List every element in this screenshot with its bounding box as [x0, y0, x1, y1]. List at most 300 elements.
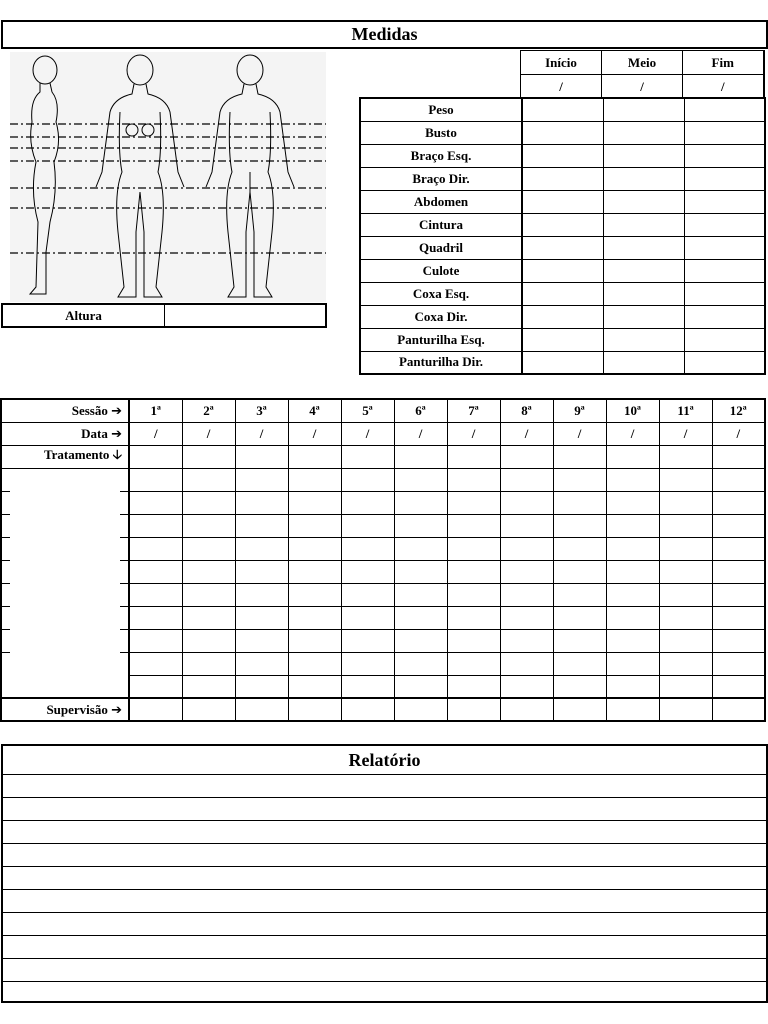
row-tick — [120, 629, 128, 630]
measure-cell[interactable] — [603, 98, 684, 121]
treatment-cell[interactable] — [500, 560, 553, 583]
treatment-cell[interactable] — [606, 537, 659, 560]
treatment-cell[interactable] — [553, 560, 606, 583]
sessao-number: 7ª — [447, 399, 500, 422]
treatment-cell[interactable] — [447, 514, 500, 537]
session-date-cell[interactable]: / — [712, 422, 765, 445]
treatment-cell[interactable] — [712, 491, 765, 514]
supervision-cell[interactable] — [394, 698, 447, 721]
measure-row — [360, 190, 765, 213]
measure-row — [360, 213, 765, 236]
treatment-cell[interactable] — [606, 629, 659, 652]
altura-label: Altura — [3, 305, 165, 326]
treatment-cell[interactable] — [394, 606, 447, 629]
treatment-cell[interactable] — [129, 514, 182, 537]
session-date-cell[interactable]: / — [500, 422, 553, 445]
measure-row — [360, 328, 765, 351]
treatment-cell[interactable] — [394, 491, 447, 514]
row-tick — [2, 491, 10, 492]
treatment-cell[interactable] — [235, 606, 288, 629]
measure-cell[interactable] — [522, 121, 603, 144]
treatment-cell[interactable] — [288, 514, 341, 537]
measure-cell[interactable] — [684, 121, 765, 144]
body-measurement-figure — [10, 52, 326, 302]
sessao-number: 8ª — [500, 399, 553, 422]
measure-row — [360, 98, 765, 121]
measure-label: Braço Dir. — [360, 167, 522, 190]
treatment-cell[interactable] — [341, 514, 394, 537]
session-date-cell[interactable]: / — [129, 422, 182, 445]
supervision-cell[interactable] — [606, 698, 659, 721]
sessao-number: 11ª — [659, 399, 712, 422]
relatorio-section — [1, 744, 768, 1003]
treatment-cell[interactable] — [712, 629, 765, 652]
treatment-cell[interactable] — [712, 537, 765, 560]
sessao-number: 12ª — [712, 399, 765, 422]
treatment-cell[interactable] — [129, 675, 182, 698]
session-date-cell[interactable]: / — [659, 422, 712, 445]
treatment-cell[interactable] — [129, 468, 182, 491]
supervision-cell[interactable] — [235, 698, 288, 721]
treatment-cell[interactable] — [288, 652, 341, 675]
treatment-cell[interactable] — [553, 445, 606, 468]
measure-row — [360, 121, 765, 144]
measure-row — [360, 351, 765, 374]
treatment-cell[interactable] — [447, 675, 500, 698]
measure-label: Cintura — [360, 213, 522, 236]
treatment-cell[interactable] — [235, 491, 288, 514]
treatment-cell[interactable] — [553, 491, 606, 514]
treatment-cell[interactable] — [341, 560, 394, 583]
treatment-row — [1, 537, 765, 560]
treatment-cell[interactable] — [182, 514, 235, 537]
treatment-cell[interactable] — [500, 468, 553, 491]
treatment-cell[interactable] — [712, 468, 765, 491]
measure-cell[interactable] — [684, 213, 765, 236]
treatment-cell[interactable] — [341, 675, 394, 698]
treatment-cell[interactable] — [712, 606, 765, 629]
measure-label: Braço Esq. — [360, 144, 522, 167]
treatment-cell[interactable] — [712, 560, 765, 583]
treatment-row — [1, 514, 765, 537]
sessao-number: 6ª — [394, 399, 447, 422]
treatment-cell[interactable] — [235, 468, 288, 491]
treatment-cell[interactable] — [394, 583, 447, 606]
supervision-cell[interactable] — [659, 698, 712, 721]
treatment-cell[interactable] — [659, 468, 712, 491]
row-tick — [2, 629, 10, 630]
treatment-name-cell[interactable] — [1, 606, 129, 629]
measure-label: Busto — [360, 121, 522, 144]
data-label-text: Data — [81, 425, 108, 441]
row-tick — [2, 537, 10, 538]
supervision-cell[interactable] — [500, 698, 553, 721]
treatment-cell[interactable] — [606, 583, 659, 606]
tratamento-row — [1, 445, 765, 468]
measure-cell[interactable] — [522, 144, 603, 167]
treatment-cell[interactable] — [553, 629, 606, 652]
measure-cell[interactable] — [684, 167, 765, 190]
treatment-cell[interactable] — [659, 675, 712, 698]
treatment-cell[interactable] — [182, 629, 235, 652]
treatment-cell[interactable] — [394, 445, 447, 468]
treatment-cell[interactable] — [182, 583, 235, 606]
report-line[interactable] — [3, 798, 766, 821]
treatment-cell[interactable] — [394, 537, 447, 560]
row-tick — [120, 537, 128, 538]
treatment-cell[interactable] — [659, 445, 712, 468]
treatment-cell[interactable] — [659, 560, 712, 583]
measure-label: Abdomen — [360, 190, 522, 213]
treatment-cell[interactable] — [500, 583, 553, 606]
treatment-row — [1, 491, 765, 514]
supervisao-row — [1, 698, 765, 721]
treatment-cell[interactable] — [235, 629, 288, 652]
session-date-cell[interactable]: / — [553, 422, 606, 445]
sessao-label-text: Sessão — [71, 402, 108, 418]
row-tick — [2, 583, 10, 584]
supervision-cell[interactable] — [712, 698, 765, 721]
header-inicio: Início — [521, 51, 602, 75]
supervision-cell[interactable] — [129, 698, 182, 721]
measure-cell[interactable] — [522, 167, 603, 190]
header-meio: Meio — [602, 51, 683, 75]
treatment-cell[interactable] — [288, 606, 341, 629]
treatment-row — [1, 652, 765, 675]
treatment-cell[interactable] — [553, 606, 606, 629]
measure-label: Panturilha Esq. — [360, 328, 522, 351]
treatment-cell[interactable] — [288, 468, 341, 491]
date-inicio[interactable]: / — [521, 75, 602, 99]
treatment-cell[interactable] — [182, 606, 235, 629]
treatment-cell[interactable] — [288, 445, 341, 468]
treatment-cell[interactable] — [182, 652, 235, 675]
report-line[interactable] — [3, 959, 766, 982]
treatment-cell[interactable] — [447, 491, 500, 514]
treatment-cell[interactable] — [712, 514, 765, 537]
treatment-cell[interactable] — [659, 514, 712, 537]
supervisao-label — [1, 698, 129, 721]
measure-cell[interactable] — [603, 328, 684, 351]
treatment-cell[interactable] — [288, 491, 341, 514]
measures-table — [359, 97, 766, 375]
measure-row — [360, 144, 765, 167]
measure-cell[interactable] — [684, 282, 765, 305]
measure-cell[interactable] — [603, 213, 684, 236]
measure-label: Peso — [360, 98, 522, 121]
treatment-cell[interactable] — [606, 445, 659, 468]
session-date-cell[interactable]: / — [447, 422, 500, 445]
treatment-cell[interactable] — [288, 537, 341, 560]
treatment-cell[interactable] — [129, 629, 182, 652]
treatment-cell[interactable] — [606, 606, 659, 629]
arrow-down-icon: 🡣 — [112, 447, 122, 463]
data-row — [1, 422, 765, 445]
session-date-cell[interactable]: / — [394, 422, 447, 445]
treatment-cell[interactable] — [129, 445, 182, 468]
treatment-cell[interactable] — [659, 537, 712, 560]
measure-cell[interactable] — [522, 328, 603, 351]
measure-cell[interactable] — [522, 282, 603, 305]
treatment-cell[interactable] — [394, 652, 447, 675]
row-tick — [120, 606, 128, 607]
row-tick — [2, 652, 10, 653]
header-fim: Fim — [683, 51, 764, 75]
session-date-cell[interactable]: / — [341, 422, 394, 445]
treatment-cell[interactable] — [606, 468, 659, 491]
treatment-row — [1, 675, 765, 698]
sessao-number: 9ª — [553, 399, 606, 422]
session-date-cell[interactable]: / — [288, 422, 341, 445]
measure-cell[interactable] — [603, 190, 684, 213]
treatment-cell[interactable] — [500, 652, 553, 675]
measure-cell[interactable] — [522, 190, 603, 213]
session-date-cell[interactable]: / — [606, 422, 659, 445]
measure-cell[interactable] — [603, 305, 684, 328]
sessao-number: 10ª — [606, 399, 659, 422]
treatment-cell[interactable] — [447, 652, 500, 675]
report-line[interactable] — [3, 821, 766, 844]
report-line[interactable] — [3, 867, 766, 890]
row-tick — [2, 606, 10, 607]
sessao-label — [1, 399, 129, 422]
measure-cell[interactable] — [522, 98, 603, 121]
treatment-cell[interactable] — [659, 629, 712, 652]
data-label — [1, 422, 129, 445]
treatment-cell[interactable] — [606, 514, 659, 537]
treatment-cell[interactable] — [447, 445, 500, 468]
measure-label: Quadril — [360, 236, 522, 259]
treatment-cell[interactable] — [394, 514, 447, 537]
treatment-cell[interactable] — [341, 583, 394, 606]
treatment-name-cell[interactable] — [1, 560, 129, 583]
treatment-cell[interactable] — [712, 445, 765, 468]
treatment-cell[interactable] — [182, 675, 235, 698]
date-fim[interactable]: / — [683, 75, 764, 99]
measure-row — [360, 259, 765, 282]
measure-label: Coxa Esq. — [360, 282, 522, 305]
treatment-row — [1, 560, 765, 583]
treatment-name-cell[interactable] — [1, 514, 129, 537]
treatment-cell[interactable] — [182, 468, 235, 491]
treatment-cell[interactable] — [129, 652, 182, 675]
treatment-cell[interactable] — [447, 537, 500, 560]
sessao-number: 1ª — [129, 399, 182, 422]
treatment-cell[interactable] — [500, 514, 553, 537]
treatment-name-cell[interactable] — [1, 583, 129, 606]
measure-row — [360, 167, 765, 190]
treatment-cell[interactable] — [235, 583, 288, 606]
report-line[interactable] — [3, 775, 766, 798]
treatment-cell[interactable] — [235, 445, 288, 468]
treatment-cell[interactable] — [394, 468, 447, 491]
measure-cell[interactable] — [603, 236, 684, 259]
treatment-cell[interactable] — [447, 468, 500, 491]
session-date-cell[interactable]: / — [182, 422, 235, 445]
treatment-name-cell[interactable] — [1, 491, 129, 514]
treatment-cell[interactable] — [182, 537, 235, 560]
treatment-cell[interactable] — [606, 491, 659, 514]
supervision-cell[interactable] — [182, 698, 235, 721]
treatment-cell[interactable] — [659, 491, 712, 514]
treatment-cell[interactable] — [553, 514, 606, 537]
sessao-row — [1, 399, 765, 422]
treatment-cell[interactable] — [500, 491, 553, 514]
treatment-cell[interactable] — [447, 629, 500, 652]
treatment-cell[interactable] — [341, 468, 394, 491]
treatment-cell[interactable] — [129, 560, 182, 583]
measure-cell[interactable] — [684, 144, 765, 167]
treatment-cell[interactable] — [341, 445, 394, 468]
treatment-cell[interactable] — [288, 675, 341, 698]
treatment-cell[interactable] — [553, 675, 606, 698]
measure-label: Panturilha Dir. — [360, 351, 522, 374]
measure-cell[interactable] — [684, 351, 765, 374]
treatment-cell[interactable] — [129, 537, 182, 560]
measure-cell[interactable] — [684, 98, 765, 121]
row-tick — [120, 560, 128, 561]
treatment-row — [1, 629, 765, 652]
treatment-cell[interactable] — [712, 652, 765, 675]
treatment-row — [1, 606, 765, 629]
measure-row — [360, 305, 765, 328]
measure-cell[interactable] — [684, 328, 765, 351]
treatment-name-cell[interactable] — [1, 675, 129, 698]
treatment-cell[interactable] — [500, 606, 553, 629]
treatment-cell[interactable] — [659, 606, 712, 629]
measure-cell[interactable] — [522, 236, 603, 259]
sessao-number: 5ª — [341, 399, 394, 422]
arrow-right-icon: ➔ — [111, 403, 122, 419]
report-line[interactable] — [3, 844, 766, 867]
row-tick — [120, 583, 128, 584]
treatment-cell[interactable] — [500, 537, 553, 560]
treatment-cell[interactable] — [659, 583, 712, 606]
report-line[interactable] — [3, 936, 766, 959]
treatment-cell[interactable] — [288, 560, 341, 583]
treatment-row — [1, 468, 765, 491]
date-meio[interactable]: / — [602, 75, 683, 99]
measure-cell[interactable] — [684, 236, 765, 259]
treatment-cell[interactable] — [182, 491, 235, 514]
treatment-cell[interactable] — [235, 652, 288, 675]
treatment-cell[interactable] — [553, 537, 606, 560]
treatment-name-cell[interactable] — [1, 652, 129, 675]
treatment-cell[interactable] — [341, 629, 394, 652]
treatment-cell[interactable] — [447, 606, 500, 629]
female-body-outline-icon — [10, 52, 326, 302]
measure-cell[interactable] — [603, 121, 684, 144]
measure-cell[interactable] — [522, 259, 603, 282]
treatment-cell[interactable] — [606, 560, 659, 583]
measure-cell[interactable] — [684, 305, 765, 328]
tratamento-label-text: Tratamento — [43, 446, 110, 462]
altura-field — [1, 303, 327, 328]
altura-value[interactable] — [165, 305, 325, 326]
treatment-cell[interactable] — [606, 652, 659, 675]
treatment-cell[interactable] — [341, 606, 394, 629]
arrow-right-icon: ➔ — [111, 702, 122, 718]
treatment-cell[interactable] — [288, 583, 341, 606]
report-line[interactable] — [3, 913, 766, 936]
treatment-name-cell[interactable] — [1, 537, 129, 560]
session-date-cell[interactable]: / — [235, 422, 288, 445]
treatment-cell[interactable] — [447, 560, 500, 583]
supervision-cell[interactable] — [288, 698, 341, 721]
treatment-cell[interactable] — [182, 445, 235, 468]
measure-row — [360, 282, 765, 305]
treatment-cell[interactable] — [129, 491, 182, 514]
treatment-cell[interactable] — [235, 537, 288, 560]
supervision-cell[interactable] — [341, 698, 394, 721]
row-tick — [2, 560, 10, 561]
supervision-cell[interactable] — [447, 698, 500, 721]
treatment-cell[interactable] — [341, 537, 394, 560]
treatment-cell[interactable] — [235, 675, 288, 698]
sessao-number: 3ª — [235, 399, 288, 422]
treatment-cell[interactable] — [235, 560, 288, 583]
treatment-cell[interactable] — [394, 629, 447, 652]
treatment-cell[interactable] — [394, 675, 447, 698]
treatment-cell[interactable] — [553, 468, 606, 491]
measure-cell[interactable] — [603, 167, 684, 190]
measure-cell[interactable] — [522, 305, 603, 328]
treatment-row — [1, 583, 765, 606]
sessao-number: 4ª — [288, 399, 341, 422]
treatment-cell[interactable] — [341, 491, 394, 514]
measures-header-table — [520, 50, 765, 99]
arrow-right-icon: ➔ — [111, 426, 122, 442]
row-tick — [120, 514, 128, 515]
treatment-cell[interactable] — [553, 583, 606, 606]
treatment-cell[interactable] — [712, 675, 765, 698]
measure-cell[interactable] — [603, 144, 684, 167]
measure-cell[interactable] — [522, 351, 603, 374]
treatment-cell[interactable] — [288, 629, 341, 652]
measure-label: Coxa Dir. — [360, 305, 522, 328]
measure-cell[interactable] — [522, 213, 603, 236]
treatment-cell[interactable] — [659, 652, 712, 675]
treatment-cell[interactable] — [500, 675, 553, 698]
treatment-cell[interactable] — [129, 606, 182, 629]
treatment-cell[interactable] — [341, 652, 394, 675]
measure-cell[interactable] — [603, 351, 684, 374]
report-line[interactable] — [3, 890, 766, 913]
treatment-cell[interactable] — [500, 629, 553, 652]
treatment-cell[interactable] — [447, 583, 500, 606]
measure-cell[interactable] — [684, 190, 765, 213]
treatment-cell[interactable] — [606, 675, 659, 698]
treatment-name-cell[interactable] — [1, 468, 129, 491]
medidas-title: Medidas — [1, 20, 768, 49]
treatment-cell[interactable] — [553, 652, 606, 675]
tratamento-label — [1, 445, 129, 468]
treatment-cell[interactable] — [394, 560, 447, 583]
measure-cell[interactable] — [603, 282, 684, 305]
measure-cell[interactable] — [684, 259, 765, 282]
report-line[interactable] — [3, 982, 766, 1005]
treatment-cell[interactable] — [182, 560, 235, 583]
treatment-cell[interactable] — [500, 445, 553, 468]
relatorio-title: Relatório — [3, 746, 766, 775]
measure-cell[interactable] — [603, 259, 684, 282]
treatment-cell[interactable] — [129, 583, 182, 606]
supervision-cell[interactable] — [553, 698, 606, 721]
row-tick — [120, 652, 128, 653]
treatment-cell[interactable] — [712, 583, 765, 606]
treatment-name-cell[interactable] — [1, 629, 129, 652]
treatment-cell[interactable] — [235, 514, 288, 537]
